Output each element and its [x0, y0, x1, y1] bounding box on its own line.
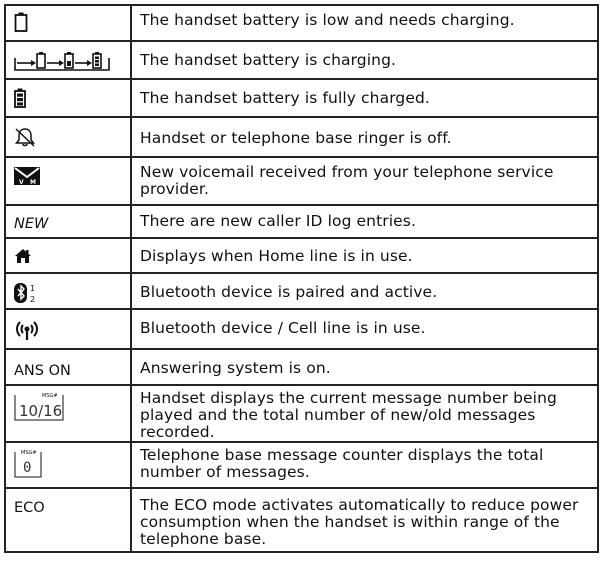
description-cell: The handset battery is low and needs charging.: [131, 5, 598, 41]
eco-indicator-text: ECO: [14, 500, 45, 516]
icon-cell: [5, 157, 131, 205]
description-cell: Bluetooth device / Cell line is in use.: [131, 309, 598, 349]
table-row: [5, 205, 598, 238]
message-counter-value: 10/16: [19, 402, 63, 420]
icon-cell: [5, 488, 131, 552]
icon-cell: [5, 205, 131, 238]
bluetooth-sub-1: 1: [30, 284, 36, 293]
description-cell: The ECO mode activates automatically to reduce power consumption when the handset is within range of the telephone base.: [131, 488, 598, 552]
home-icon: [14, 248, 32, 264]
table-row: [5, 349, 598, 385]
bluetooth-paired-icon: [14, 282, 40, 304]
bluetooth-sub-2: 2: [30, 295, 36, 304]
table-row: [5, 442, 598, 488]
description-cell: Handset displays the current message number being played and the total number of new/old messages recorded.: [131, 385, 598, 442]
description-cell: The handset battery is charging.: [131, 41, 598, 79]
ans-on-indicator-text: ANS ON: [14, 363, 71, 379]
msg-label: MSG#: [42, 393, 58, 399]
table-row: [5, 41, 598, 79]
table-row: [5, 238, 598, 273]
svg-text:M: M: [30, 179, 36, 186]
description-cell: The handset battery is fully charged.: [131, 79, 598, 117]
icon-cell: [5, 349, 131, 385]
table-row: [5, 273, 598, 309]
table-row: [5, 157, 598, 205]
icon-legend-table: [4, 4, 599, 553]
description-cell: Handset or telephone base ringer is off.: [131, 117, 598, 157]
icon-cell: [5, 273, 131, 309]
cell-line-icon: [14, 319, 40, 341]
icon-cell: [5, 238, 131, 273]
description-cell: Answering system is on.: [131, 349, 598, 385]
description-cell: Telephone base message counter displays the total number of messages.: [131, 442, 598, 488]
icon-legend: [4, 4, 599, 553]
table-row: [5, 488, 598, 552]
description-cell: Displays when Home line is in use.: [131, 238, 598, 273]
battery-low-icon: [14, 12, 28, 32]
icon-cell: [5, 442, 131, 488]
icon-cell: [5, 309, 131, 349]
svg-text:V: V: [19, 179, 24, 186]
table-row: [5, 117, 598, 157]
msg-label: MSG#: [21, 450, 37, 456]
table-row: [5, 79, 598, 117]
battery-charging-icon: [14, 50, 110, 72]
voicemail-icon: [14, 166, 40, 186]
table-row: [5, 385, 598, 442]
message-counter-value: 0: [23, 460, 32, 476]
new-indicator-text: NEW: [14, 216, 49, 232]
description-cell: New voicemail received from your telephone service provider.: [131, 157, 598, 205]
icon-cell: [5, 117, 131, 157]
battery-full-icon: [14, 88, 26, 108]
icon-cell: [5, 79, 131, 117]
description-cell: Bluetooth device is paired and active.: [131, 273, 598, 309]
base-message-counter-icon: [14, 448, 42, 478]
icon-cell: [5, 41, 131, 79]
handset-message-counter-icon: [14, 391, 64, 421]
ringer-off-icon: [14, 127, 36, 147]
description-cell: There are new caller ID log entries.: [131, 205, 598, 238]
table-row: [5, 309, 598, 349]
icon-cell: [5, 5, 131, 41]
icon-cell: [5, 385, 131, 442]
table-row: [5, 5, 598, 41]
